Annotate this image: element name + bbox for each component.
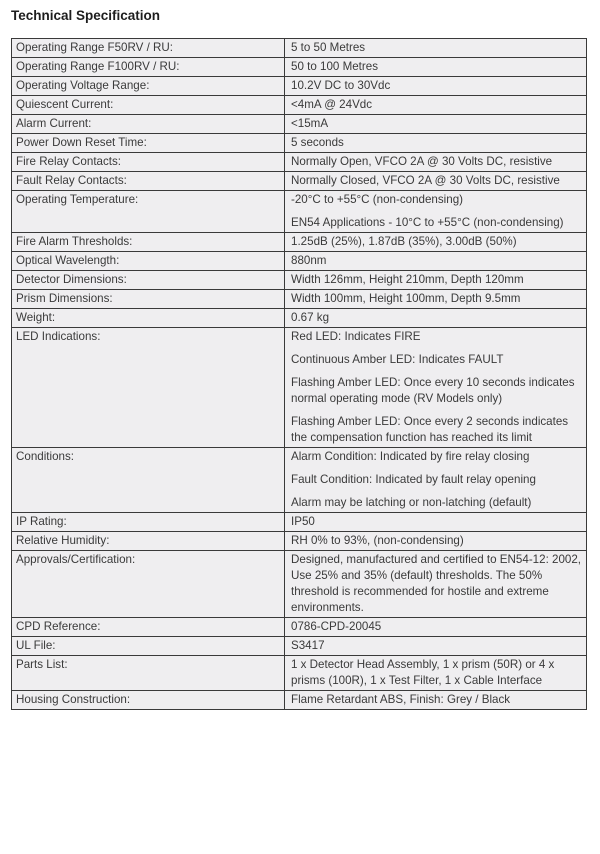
spec-label: Operating Range F100RV / RU: — [12, 58, 285, 77]
spec-value: 5 to 50 Metres — [291, 41, 366, 54]
spec-value-cell — [285, 191, 587, 233]
spec-label: Operating Voltage Range: — [12, 77, 285, 96]
spec-value: -20°C to +55°C (non-condensing) — [291, 193, 464, 206]
spec-value-cell — [285, 233, 587, 252]
spec-label: UL File: — [12, 637, 285, 656]
table-row — [12, 191, 587, 233]
spec-label: Relative Humidity: — [12, 532, 285, 551]
spec-label: Operating Temperature: — [12, 191, 285, 233]
spec-label: Fault Relay Contacts: — [12, 172, 285, 191]
spec-label: Quiescent Current: — [12, 96, 285, 115]
spec-value-cell — [285, 134, 587, 153]
table-row — [12, 637, 587, 656]
table-row — [12, 172, 587, 191]
spec-value-cell — [285, 448, 587, 513]
spec-value-cell — [285, 115, 587, 134]
table-row — [12, 271, 587, 290]
table-row — [12, 252, 587, 271]
spec-value: <4mA @ 24Vdc — [291, 98, 373, 111]
spec-value-cell — [285, 691, 587, 710]
spec-label: Housing Construction: — [12, 691, 285, 710]
spec-label: Conditions: — [12, 448, 285, 513]
spec-value-cell — [285, 96, 587, 115]
spec-value: Designed, manufactured and certified to EN54-12: 2002, Use 25% and 35% (default) thresholds. The 50% threshold is recommended for hostile and extreme environments. — [291, 553, 582, 614]
spec-value: EN54 Applications - 10°C to +55°C (non-condensing) — [291, 216, 564, 229]
spec-value: 1 x Detector Head Assembly, 1 x prism (50R) or 4 x prisms (100R), 1 x Test Filter, 1 x Cable Interface — [291, 658, 555, 687]
spec-label: LED Indications: — [12, 328, 285, 448]
table-row — [12, 96, 587, 115]
spec-label: Power Down Reset Time: — [12, 134, 285, 153]
table-row — [12, 134, 587, 153]
spec-value-cell — [285, 618, 587, 637]
spec-value: Normally Closed, VFCO 2A @ 30 Volts DC, resistive — [291, 174, 560, 187]
spec-value-cell — [285, 290, 587, 309]
spec-value: 10.2V DC to 30Vdc — [291, 79, 391, 92]
spec-label: Operating Range F50RV / RU: — [12, 39, 285, 58]
spec-value-cell — [285, 172, 587, 191]
table-row — [12, 309, 587, 328]
spec-value: RH 0% to 93%, (non-condensing) — [291, 534, 464, 547]
spec-value-cell — [285, 637, 587, 656]
spec-value: S3417 — [291, 639, 325, 652]
spec-title: Technical Specification — [11, 8, 161, 23]
spec-value: Flashing Amber LED: Once every 10 seconds indicates normal operating mode (RV Models only) — [291, 376, 575, 405]
spec-value-cell — [285, 532, 587, 551]
spec-value: IP50 — [291, 515, 315, 528]
spec-value-cell — [285, 656, 587, 691]
spec-label: Approvals/Certification: — [12, 551, 285, 618]
table-row — [12, 115, 587, 134]
spec-table — [11, 38, 587, 710]
spec-label: Detector Dimensions: — [12, 271, 285, 290]
table-row — [12, 691, 587, 710]
spec-value: Alarm may be latching or non-latching (default) — [291, 496, 532, 509]
spec-value: Continuous Amber LED: Indicates FAULT — [291, 353, 504, 366]
spec-value-cell — [285, 328, 587, 448]
spec-value: Width 126mm, Height 210mm, Depth 120mm — [291, 273, 524, 286]
table-row — [12, 448, 587, 513]
spec-value: 1.25dB (25%), 1.87dB (35%), 3.00dB (50%) — [291, 235, 517, 248]
table-row — [12, 58, 587, 77]
spec-value: Flame Retardant ABS, Finish: Grey / Black — [291, 693, 511, 706]
spec-value-cell — [285, 271, 587, 290]
spec-value-cell — [285, 153, 587, 172]
spec-value: Fault Condition: Indicated by fault relay opening — [291, 473, 536, 486]
spec-value: Red LED: Indicates FIRE — [291, 330, 421, 343]
spec-value-cell — [285, 309, 587, 328]
spec-value: 0.67 kg — [291, 311, 330, 324]
spec-value: <15mA — [291, 117, 329, 130]
table-row — [12, 153, 587, 172]
spec-table-body — [12, 39, 587, 710]
table-row — [12, 532, 587, 551]
spec-value-cell — [285, 551, 587, 618]
spec-label: IP Rating: — [12, 513, 285, 532]
spec-value-cell — [285, 39, 587, 58]
spec-label: Fire Relay Contacts: — [12, 153, 285, 172]
table-row — [12, 39, 587, 58]
table-row — [12, 290, 587, 309]
spec-value: 0786-CPD-20045 — [291, 620, 382, 633]
spec-label: Alarm Current: — [12, 115, 285, 134]
spec-value: 880nm — [291, 254, 327, 267]
spec-value: Normally Open, VFCO 2A @ 30 Volts DC, resistive — [291, 155, 553, 168]
table-row — [12, 328, 587, 448]
table-row — [12, 656, 587, 691]
spec-value-cell — [285, 513, 587, 532]
table-row — [12, 618, 587, 637]
spec-value: Width 100mm, Height 100mm, Depth 9.5mm — [291, 292, 521, 305]
spec-value-cell — [285, 252, 587, 271]
table-row — [12, 551, 587, 618]
spec-label: Fire Alarm Thresholds: — [12, 233, 285, 252]
table-row — [12, 513, 587, 532]
table-row — [12, 233, 587, 252]
spec-value-cell — [285, 77, 587, 96]
spec-label: Prism Dimensions: — [12, 290, 285, 309]
table-row — [12, 77, 587, 96]
spec-value-cell — [285, 58, 587, 77]
spec-label: Optical Wavelength: — [12, 252, 285, 271]
spec-label: CPD Reference: — [12, 618, 285, 637]
spec-value: 5 seconds — [291, 136, 344, 149]
spec-label: Weight: — [12, 309, 285, 328]
spec-value: Flashing Amber LED: Once every 2 seconds indicates the compensation function has reached its limit — [291, 415, 569, 444]
spec-value: Alarm Condition: Indicated by fire relay closing — [291, 450, 530, 463]
spec-value: 50 to 100 Metres — [291, 60, 379, 73]
spec-label: Parts List: — [12, 656, 285, 691]
